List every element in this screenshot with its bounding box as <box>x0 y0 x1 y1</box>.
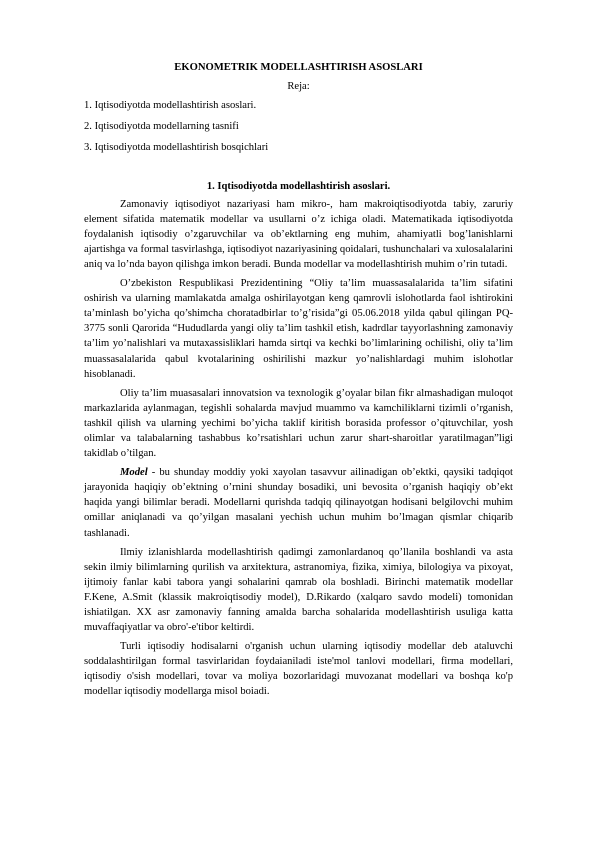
document-title: EKONOMETRIK MODELLASHTIRISH ASOSLARI <box>174 62 423 73</box>
model-definition-text: - bu shunday moddiy yoki xayolan tasavvur ailinadigan ob’ektki, qaysiki tadqiqot jarayonida haqiqiy ob’ektning o’rnini shunday bosadiki, uni bevosita o’rganish haqiqiy ob’ekt haqida yangi bilimlar beradi. Modellarni qurishda tadqiq qilinayotgan hodisani belgilovchi muhim omillar aniqlanadi va qo’yilgan masalani yechish uchun muhim bo’lmagan qismlar chiqarib tashlanadi. <box>84 467 513 539</box>
paragraph-model-definition <box>84 465 513 540</box>
paragraph-history: Ilmiy izlanishlarda modellashtirish qadimgi zamonlardanoq qo’llanila boshlandi va asta sekin ilmiy bilimlarning qurilish va arxitektura, astranomiya, fizika, ximiya, bilologiya va pixoyat, ijtimoiy fanlar kabi tabora yangi sohalarini qamrab ola boshladi. Birinchi matematik modellar F.Kene, A.Smit (klassik makroiqtisodiy model), D.Rikardo (xalqaro savdo modeli) tomonidan ishiatilgan. XX asr zamonaviy fanning amalda barcha sohalarida modellashtirish usuliga katta muvaffaqiyatlar va obro'-e'tibor keltirdi. <box>84 546 513 634</box>
paragraph-decree: O’zbekiston Respublikasi Prezidentining “Oliy ta’lim muassasalalarida ta’lim sifatini oshirish va ularning mamlakatda amalga oshirilayotgan keng qamrovli islohotlarda faol ishtirokini ta’minlash bo’yicha qo’shimcha choratadbirlar to’g’risida”gi 05.06.2018 yilda qabul qilingan PQ-3775 sonli Qarorida “Hududlarda yangi oliy ta’lim tashkil etish, kadrdlar tayyorlashning zamonaviy ta’lim yo’nalishlari va mutaxassisliklari hamda sirtqi va kechki bo’limlarining ochilishi, oliy ta’lim muassasalalarida qabul kvotalarining oshirilishi mazkur yo’nalishlardagi muhim islohotlar hisoblanadi. <box>84 278 513 380</box>
plan-item-2: 2. Iqtisodiyotda modellarning tasnifi <box>84 121 239 133</box>
plan-item-1: 1. Iqtisodiyotda modellashtirish asoslari. <box>84 100 257 112</box>
section-heading: 1. Iqtisodiyotda modellashtirish asoslari. <box>206 181 391 193</box>
paragraph-examples: Turli iqtisodiy hodisalarni o'rganish uchun ularning iqtisodiy modellar deb ataluvchi soddalashtirilgan formal tasvirlaridan foydaianiladi iste'mol tanlovi modellari, firma modellari, iqtisodiy o'sish modellari, tovar va moliya bozorlaridagi muvozanat modellari va boshqa ko'p modellar iqtisodiy modellarga misol boiadi. <box>84 641 513 698</box>
paragraph-intro: Zamonaviy iqtisodiyot nazariyasi ham mikro-, ham makroiqtisodiyotda tabiy, zaruriy element sifatida matematik modellar va usullarni o’z ichiga oladi. Matematikada iqtisodiyotda foydalanish iqtisodiy o’zgaruvchilar va ob’ektlarning eng muhim, ahamiyatli bog’lanishlarni ajartishga va formal tasvirlashga, iqtisodiyot nazariyasining qoidalari, tushunchalari va xulosalalarini aniq va lo’nda bayon qilishga imkon beradi. Bunda modellar va modellashtirish muhim o’rin tutadi. <box>84 198 513 270</box>
document-page <box>84 48 513 704</box>
model-term: Model <box>120 467 148 479</box>
paragraph-universities: Oliy ta’lim muasasalari innovatsion va texnologik g’oyalar bilan fikr almashadigan muloqot markazlarida aylanmagan, tegishli sohalarda mavjud muammo va kamchiliklarni tizimli o’rganish, tashkil qilish va ularning yechimi bo’yicha taklif kiritish borasida professor o’qituvchilar, yosh olimlar va talabalarning tashabbus ko’rsatishlari uchun zarur shart-sharoitlar yaratilmagan”ligi takidlab o’tilgan. <box>84 387 513 460</box>
plan-heading: Reja: <box>287 81 310 93</box>
plan-item-3: 3. Iqtisodiyotda modellashtirish bosqichlari <box>84 142 269 154</box>
